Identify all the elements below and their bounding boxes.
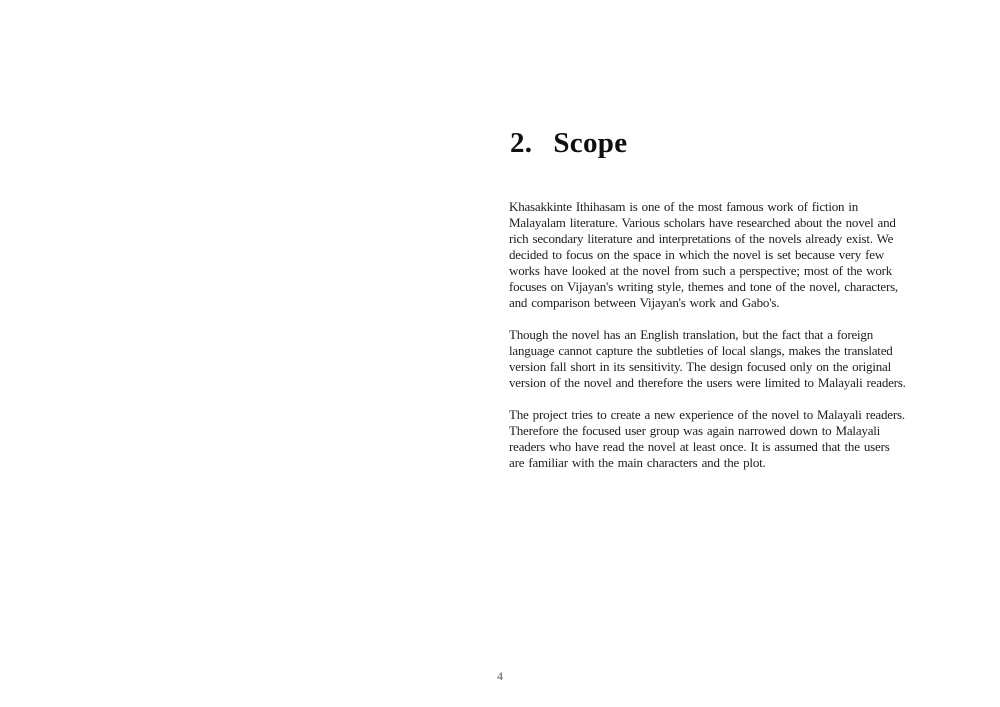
paragraph: Though the novel has an English translation, but the fact that a foreign language cannot capture the subtleties of local slangs, makes the translated version fall short in its sensitivity. The design focused only on the original version of the novel and therefore the users were limited to Malayali readers. <box>509 327 906 390</box>
paragraph: The project tries to create a new experience of the novel to Malayali readers. Therefore the focused user group was again narrowed down to Malayali readers who have read the novel at least once. It is assumed that the users are familiar with the main characters and the plot. <box>509 407 905 470</box>
section-number: 2. <box>510 127 533 159</box>
page-number: 4 <box>497 669 503 683</box>
section-heading <box>510 126 627 160</box>
body-text <box>509 199 906 487</box>
paragraph: Khasakkinte Ithihasam is one of the most famous work of fiction in Malayalam literature. Various scholars have researched about the novel and rich secondary literature and interpretations of the novels already exist. We decided to focus on the space in which the novel is set because very few works have looked at the novel from such a perspective; most of the work focuses on Vijayan's writing style, themes and tone of the novel, characters, and comparison between Vijayan's work and Gabo's. <box>509 199 898 310</box>
section-title: Scope <box>553 127 628 159</box>
